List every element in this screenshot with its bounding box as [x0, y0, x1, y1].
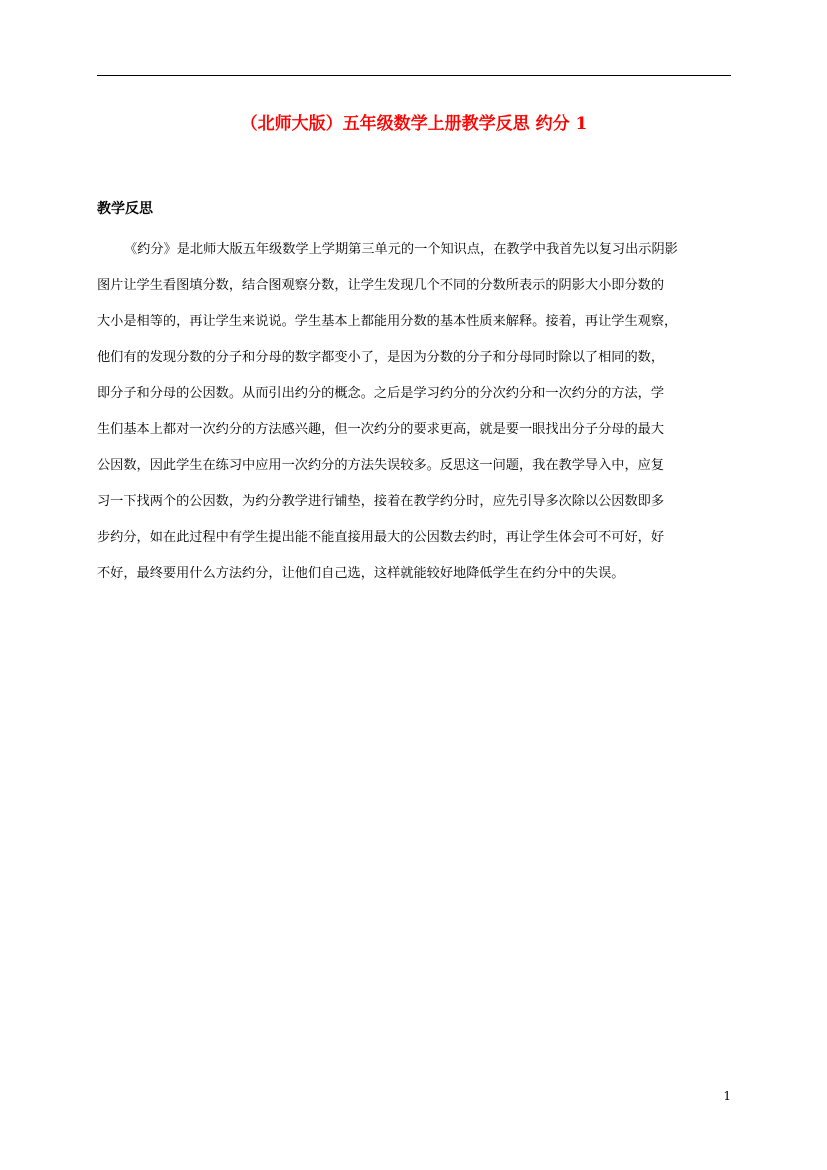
paragraph-line: 生们基本上都对一次约分的方法感兴趣，但一次约分的要求更高，就是要一眼找出分子分母的最大	[97, 422, 665, 437]
paragraph-line: 大小是相等的，再让学生来说说。学生基本上都能用分数的基本性质来解释。接着，再让学生观察，	[97, 314, 678, 329]
section-heading: 教学反思	[97, 201, 153, 217]
paragraph-line: 《约分》是北师大版五年级数学上学期第三单元的一个知识点，在教学中我首先以复习出示阴影	[124, 242, 678, 257]
paragraph-line: 习一下找两个的公因数，为约分教学进行铺垫，接着在教学约分时，应先引导多次除以公因数即多	[97, 494, 665, 509]
document-title: （北师大版）五年级数学上册教学反思 约分 1	[240, 114, 588, 134]
paragraph-line: 步约分，如在此过程中有学生提出能不能直接用最大的公因数去约时，再让学生体会可不可好，好	[97, 530, 665, 545]
paragraph-line: 公因数，因此学生在练习中应用一次约分的方法失误较多。反思这一问题，我在教学导入中，应复	[97, 458, 665, 473]
header-rule	[97, 75, 731, 76]
page-number: 1	[723, 1089, 731, 1103]
body-paragraph	[97, 239, 731, 599]
paragraph-line: 图片让学生看图填分数，结合图观察分数，让学生发现几个不同的分数所表示的阴影大小即分数的	[97, 278, 665, 293]
paragraph-line: 不好，最终要用什么方法约分，让他们自己选，这样就能较好地降低学生在约分中的失误。	[97, 566, 625, 581]
paragraph-line: 即分子和分母的公因数。从而引出约分的概念。之后是学习约分的分次约分和一次约分的方法，学	[97, 386, 665, 401]
paragraph-line: 他们有的发现分数的分子和分母的数字都变小了，是因为分数的分子和分母同时除以了相同的数，	[97, 350, 665, 365]
